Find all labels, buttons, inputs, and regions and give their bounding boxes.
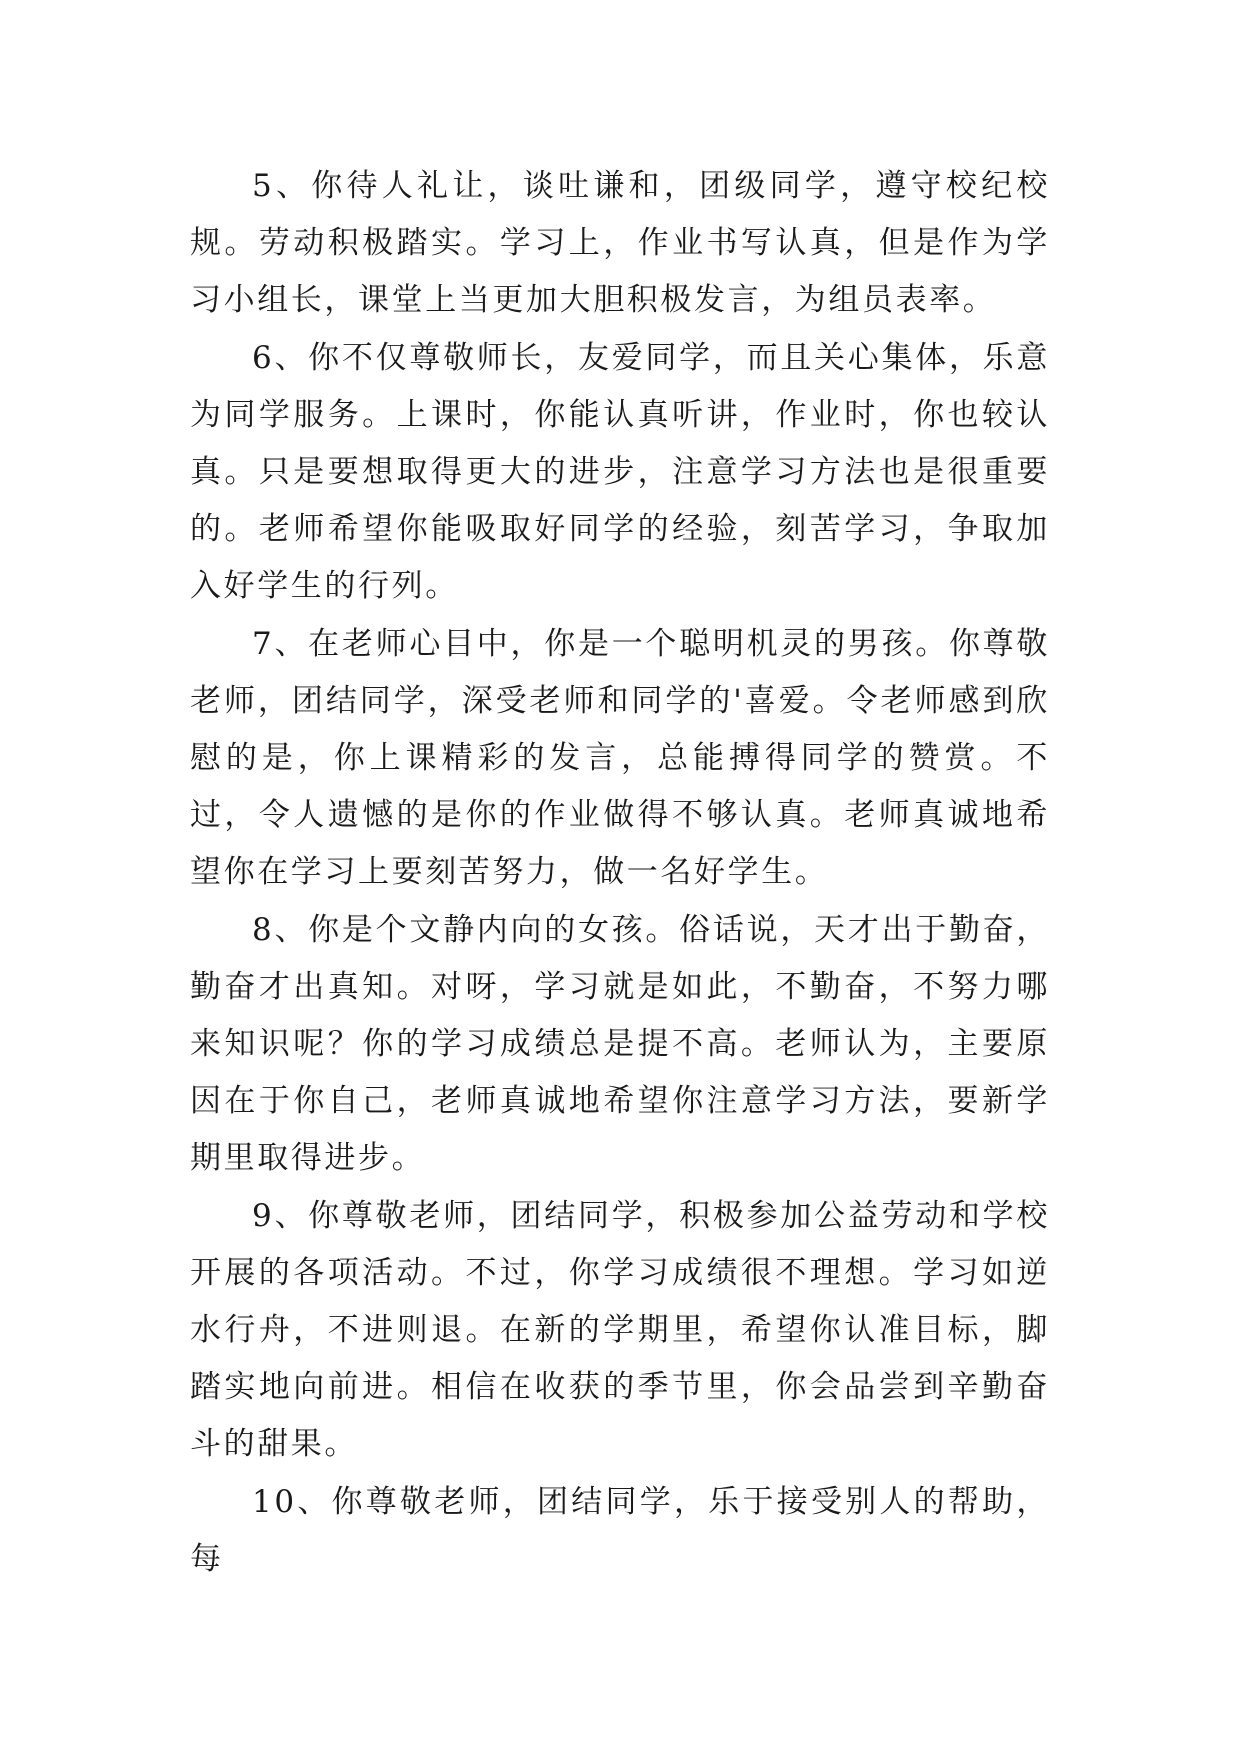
paragraph-comment-5: 5、你待人礼让，谈吐谦和，团级同学，遵守校纪校规。劳动积极踏实。学习上，作业书写认真，但是作为学习小组长，课堂上当更加大胆积极发言，为组员表率。 xyxy=(190,168,1050,319)
paragraph-comment-9: 9、你尊敬老师，团结同学，积极参加公益劳动和学校开展的各项活动。不过，你学习成绩很不理想。学习如逆水行舟，不进则退。在新的学期里，希望你认准目标，脚踏实地向前进。相信在收获的季节里，你会品尝到辛勤奋斗的甜果。 xyxy=(190,1197,1050,1463)
paragraph-comment-8: 8、你是个文静内向的女孩。俗话说，天才出于勤奋，勤奋才出真知。对呀，学习就是如此，不勤奋，不努力哪来知识呢？你的学习成绩总是提不高。老师认为，主要原因在于你自己，老师真诚地希望你注意学习方法，要新学期里取得进步。 xyxy=(190,911,1050,1177)
document-body xyxy=(190,158,1050,1588)
paragraph-comment-10: 10、你尊敬老师，团结同学，乐于接受别人的帮助，每 xyxy=(190,1483,1050,1577)
paragraph-comment-6: 6、你不仅尊敬师长，友爱同学，而且关心集体，乐意为同学服务。上课时，你能认真听讲，作业时，你也较认真。只是要想取得更大的进步，注意学习方法也是很重要的。老师希望你能吸取好同学的经验，刻苦学习，争取加入好学生的行列。 xyxy=(190,339,1050,605)
paragraph-comment-7: 7、在老师心目中，你是一个聪明机灵的男孩。你尊敬老师，团结同学，深受老师和同学的'喜爱。令老师感到欣慰的是，你上课精彩的发言，总能搏得同学的赞赏。不过，令人遗憾的是你的作业做得不够认真。老师真诚地希望你在学习上要刻苦努力，做一名好学生。 xyxy=(190,625,1050,891)
